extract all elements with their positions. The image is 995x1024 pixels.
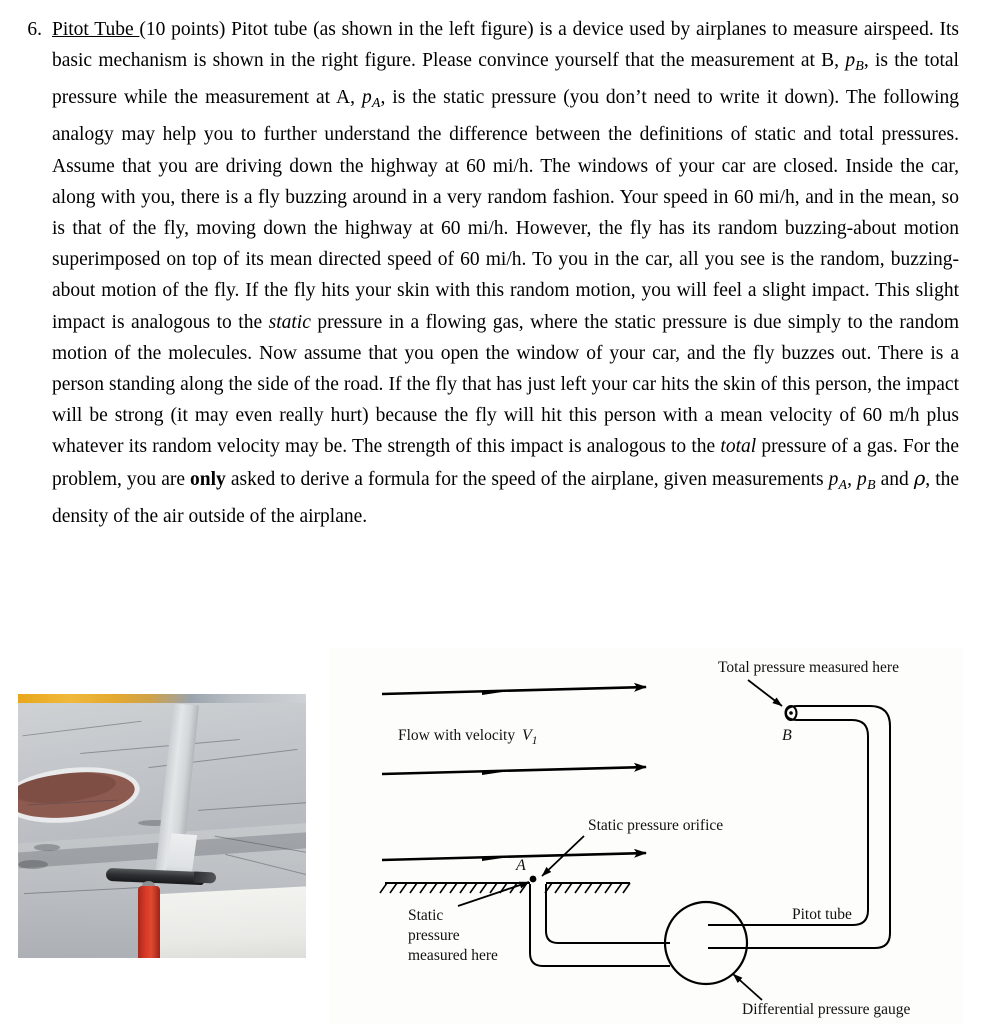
paragraph-part-5: pressure of a gas. For the problem, you are bbox=[52, 436, 960, 490]
problem-text bbox=[52, 0, 972, 532]
pitot-cover-flag bbox=[138, 886, 160, 958]
paragraph-part-4: pressure in a flowing gas, where the static pressure is due simply to the random motion of the molecules. Now assume that you open the window of your car, and the fly buzzes out. There is a person standing along the side of the road. If the fly that has just left your car hits the skin of this person, the impact will be strong (it may even really hurt) because the fly will hit this person with a mean velocity of 60 m/h plus whatever its random velocity may be. The strength of this impact is analogous to the bbox=[52, 311, 959, 458]
emphasis-only: only bbox=[190, 468, 226, 490]
flow-velocity-symbol: V bbox=[521, 727, 532, 744]
static-measured-leader bbox=[458, 882, 529, 906]
problem-number: 6. bbox=[27, 19, 42, 40]
static-measured-line2: pressure bbox=[408, 927, 460, 944]
differential-pressure-gauge bbox=[665, 902, 747, 984]
paragraph-part-3: , is the static pressure (you don’t need to write it down). The following analogy may help you to further understand the difference between the definitions of static and total pressures. Assume that you are driving down the highway at 60 mi/h. The windows of your car are closed. Inside the car, along with you, there is a fly buzzing around in a very random fashion. Your speed in 60 mi/h, and in the mean, so is that of the fly, moving down the highway at 60 mi/h. However, the fly has its random buzzing-about motion superimposed on top of its mean directed speed of 60 mi/h. To you in the car, all you see is the random, buzzing-about motion of the fly. If the fly hits your skin with this random motion, you will feel a slight impact. This slight impact is analogous to the bbox=[52, 87, 959, 333]
sky-strip bbox=[18, 694, 306, 703]
diff-gauge-label: Differential pressure gauge bbox=[742, 1001, 911, 1018]
point-b-label: B bbox=[782, 727, 792, 744]
paragraph-part-7: , bbox=[847, 468, 858, 490]
density-symbol: ρ bbox=[913, 466, 926, 490]
emphasis-total: total bbox=[720, 436, 757, 458]
pressure-a-subscript: A bbox=[371, 95, 381, 112]
flow-velocity-text: Flow with velocity bbox=[398, 727, 519, 744]
paragraph-part-2: , is the total pressure while the measurement at A, bbox=[52, 50, 959, 109]
paragraph-part-8: and bbox=[875, 468, 914, 490]
pitot-tube-schematic bbox=[330, 648, 963, 1024]
point-a-marker bbox=[530, 876, 537, 883]
point-a-label: A bbox=[516, 857, 526, 874]
static-orifice-label: Static pressure orifice bbox=[588, 817, 724, 834]
wall-hatching bbox=[380, 883, 630, 893]
flow-streamline-top bbox=[382, 687, 646, 695]
figure-area bbox=[0, 648, 995, 1024]
pressure-a2-subscript: A bbox=[838, 476, 848, 493]
flow-velocity-subscript: 1 bbox=[531, 735, 538, 747]
pressure-a-symbol: p bbox=[361, 87, 372, 109]
pressure-b2-symbol: p bbox=[857, 468, 867, 490]
pressure-b2-subscript: B bbox=[866, 476, 876, 493]
surface-smudge bbox=[18, 860, 48, 869]
static-pressure-tube bbox=[530, 884, 670, 966]
total-pressure-leader bbox=[748, 680, 782, 706]
flow-streamline-middle bbox=[382, 767, 646, 775]
pressure-a2-symbol: p bbox=[828, 468, 839, 490]
total-pressure-label: Total pressure measured here bbox=[718, 659, 899, 676]
flow-velocity-label bbox=[398, 727, 538, 747]
schematic-svg bbox=[330, 648, 963, 1024]
pitot-tube-photo bbox=[18, 694, 306, 958]
pitot-probe-tip bbox=[194, 872, 216, 884]
total-pressure-orifice-dot bbox=[789, 711, 793, 715]
pressure-b-symbol: p bbox=[845, 50, 856, 72]
paragraph-part-9: , the density of the air outside of the airplane. bbox=[52, 468, 960, 527]
static-measured-line1: Static bbox=[408, 907, 444, 924]
problem-title: Pitot Tube bbox=[52, 19, 140, 40]
emphasis-static: static bbox=[268, 311, 311, 333]
pressure-b-subscript: B bbox=[855, 58, 864, 75]
diff-gauge-leader bbox=[733, 974, 762, 1000]
paragraph-part-1: Pitot tube (as shown in the left figure) is a device used by airplanes to measure airspeed. Its basic mechanism is shown in the right figure. Please convince yourself that the measurement at B, bbox=[52, 19, 959, 72]
background-ground bbox=[146, 885, 306, 958]
paragraph-part-6: asked to derive a formula for the speed of the airplane, given measurements bbox=[225, 468, 829, 490]
static-measured-line3: measured here bbox=[408, 947, 498, 964]
pitot-tube-label: Pitot tube bbox=[792, 906, 852, 923]
flow-streamline-bottom bbox=[382, 853, 646, 861]
problem-points: (10 points) bbox=[139, 19, 226, 40]
surface-smudge bbox=[34, 844, 60, 851]
